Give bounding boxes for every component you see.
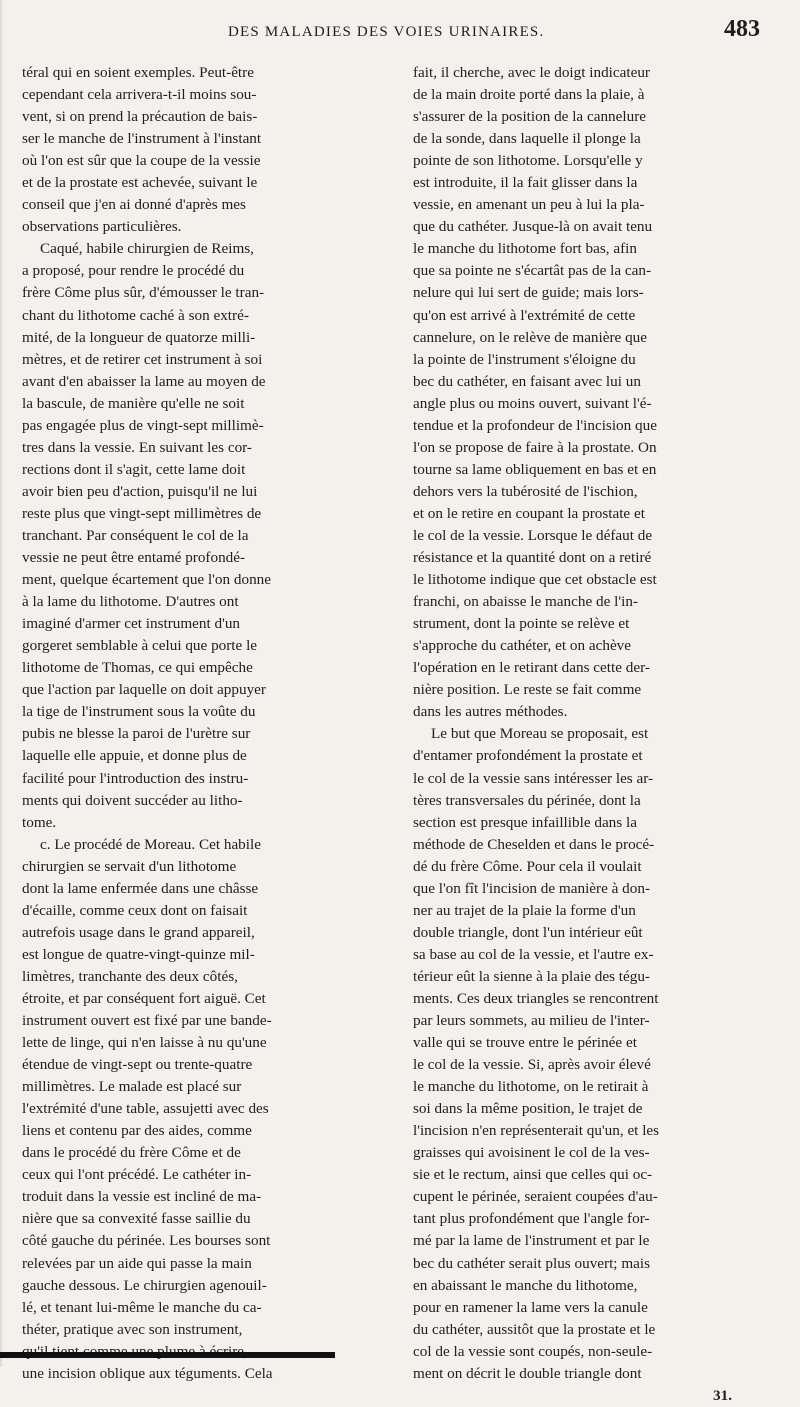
text-line: que l'on fît l'incision de manière à don-	[413, 879, 651, 897]
text-line: que du cathéter. Jusque-là on avait tenu	[413, 218, 653, 236]
text-line: millimètres. Le malade est placé sur	[22, 1078, 242, 1096]
text-line: tant plus profondément que l'angle for-	[413, 1210, 650, 1228]
text-line: sa base au col de la vessie, et l'autre ex-	[413, 945, 654, 963]
text-line: tendue et la profondeur de l'incision que	[413, 416, 657, 434]
text-line: le col de la vessie. Si, après avoir élevé	[413, 1056, 651, 1074]
text-line: nière position. Le reste se fait comme	[413, 681, 642, 699]
text-line: pour en ramener la lame vers la canule	[413, 1298, 648, 1316]
text-line: vessie, en amenant un peu à lui la pla-	[413, 196, 645, 214]
text-line: nelure qui lui sert de guide; mais lors-	[413, 284, 644, 302]
right-text-column	[413, 62, 783, 1404]
text-line: en abaissant le manche du lithotome,	[413, 1276, 638, 1294]
text-line: ment on décrit le double triangle dont	[413, 1364, 642, 1382]
text-line: ment, quelque écartement que l'on donne	[22, 571, 272, 589]
text-line: le col de la vessie. Lorsque le défaut de	[413, 526, 653, 544]
text-line: avoir bien peu d'action, puisqu'il ne lui	[22, 482, 258, 500]
text-line: mité, de la longueur de quatorze milli-	[22, 328, 256, 346]
text-line: tères transversales du périnée, dont la	[413, 791, 641, 809]
text-line: relevées par un aide qui passe la main	[22, 1254, 252, 1272]
text-line: limètres, tranchante des deux côtés,	[22, 967, 238, 985]
text-line: méthode de Cheselden et dans le procé-	[413, 835, 655, 853]
text-line: est introduite, il la fait glisser dans la	[413, 174, 638, 192]
text-line: bec du cathéter, en faisant avec lui un	[413, 372, 641, 390]
text-line: lé, et tenant lui-même le manche du ca-	[22, 1298, 262, 1316]
text-line: soi dans la même position, le trajet de	[413, 1100, 643, 1118]
text-line: cupent le périnée, seraient coupées d'au-	[413, 1188, 658, 1206]
text-line: franchi, on abaisse le manche de l'in-	[413, 593, 638, 611]
page-header	[0, 14, 800, 54]
text-line: strument, dont la pointe se relève et	[413, 615, 630, 633]
bottom-edge-rule	[0, 1352, 335, 1358]
text-line: que l'action par laquelle on doit appuyer	[22, 681, 266, 699]
text-line: tourne sa lame obliquement en bas et en	[413, 460, 657, 478]
signature-mark: 31.	[713, 1386, 732, 1404]
text-line: ceux qui l'ont précédé. Le cathéter in-	[22, 1166, 252, 1184]
text-line: mètres, et de retirer cet instrument à soi	[22, 350, 263, 368]
text-line: la tige de l'instrument sous la voûte du	[22, 703, 256, 721]
text-line: de la main droite porté dans la plaie, à	[413, 86, 645, 104]
text-line: gauche dessous. Le chirurgien agenouil-	[22, 1276, 267, 1294]
text-line: avant d'en abaisser la lame au moyen de	[22, 372, 266, 390]
text-line: s'assurer de la position de la cannelure	[413, 108, 646, 126]
text-line: c. Le procédé de Moreau. Cet habile	[40, 835, 261, 853]
text-line: laquelle elle appuie, et donne plus de	[22, 747, 247, 765]
text-line: d'entamer profondément la prostate et	[413, 747, 643, 765]
text-line: chirurgien se servait d'un lithotome	[22, 857, 237, 875]
text-line: chant du lithotome caché à son extré-	[22, 306, 249, 324]
text-line: graisses qui avoisinent le col de la ves-	[413, 1144, 650, 1162]
text-line: ner au trajet de la plaie la forme d'un	[413, 901, 636, 919]
text-line: dans les autres méthodes.	[413, 703, 568, 721]
text-line: le col de la vessie sans intéresser les ar-	[413, 769, 654, 787]
page-edge-shadow	[0, 0, 3, 1367]
text-line: Caqué, habile chirurgien de Reims,	[40, 240, 254, 258]
text-line: étroite, et par conséquent fort aiguë. Cet	[22, 989, 266, 1007]
text-line: dehors vers la tubérosité de l'ischion,	[413, 482, 638, 500]
text-line: une incision oblique aux téguments. Cela	[22, 1364, 273, 1382]
text-line: et de la prostate est achevée, suivant le	[22, 174, 258, 192]
text-line: vessie ne peut être entamé profondé-	[22, 549, 246, 567]
page-number: 483	[724, 16, 760, 42]
text-line: facilité pour l'introduction des instru-	[22, 769, 249, 787]
text-line: bec du cathéter serait plus ouvert; mais	[413, 1254, 651, 1272]
text-line: frère Côme plus sûr, d'émousser le tran-	[22, 284, 265, 302]
text-line: ments. Ces deux triangles se rencontrent	[413, 989, 659, 1007]
running-head: DES MALADIES DES VOIES URINAIRES.	[228, 24, 545, 40]
text-line: qu'on est arrivé à l'extrémité de cette	[413, 306, 636, 324]
text-line: troduit dans la vessie est incliné de ma-	[22, 1188, 262, 1206]
text-line: col de la vessie sont coupés, non-seule-	[413, 1342, 653, 1360]
text-line: tome.	[22, 813, 57, 831]
text-line: que sa pointe ne s'écartât pas de la can-	[413, 262, 652, 280]
text-line: ser le manche de l'instrument à l'instant	[22, 130, 262, 148]
text-line: l'on se propose de faire à la prostate. On	[413, 438, 657, 456]
text-line: le manche du lithotome, on le retirait à	[413, 1078, 649, 1096]
text-line: du cathéter, aussitôt que la prostate et le	[413, 1320, 656, 1338]
text-line: étendue de vingt-sept ou trente-quatre	[22, 1056, 253, 1074]
text-line: nière que sa convexité fasse saillie du	[22, 1210, 251, 1228]
text-line: par leurs sommets, au milieu de l'inter-	[413, 1012, 650, 1030]
text-line: Le but que Moreau se proposait, est	[431, 725, 649, 743]
text-line: valle qui se trouve entre le périnée et	[413, 1034, 637, 1052]
text-line: fait, il cherche, avec le doigt indicateur	[413, 64, 650, 81]
text-line: reste plus que vingt-sept millimètres de	[22, 504, 262, 522]
text-line: où l'on est sûr que la coupe de la vessie	[22, 152, 261, 170]
text-line: le lithotome indique que cet obstacle est	[413, 571, 657, 589]
text-line: pubis ne blesse la paroi de l'urètre sur	[22, 725, 251, 743]
text-line: double triangle, dont l'un intérieur eût	[413, 923, 643, 941]
text-line: conseil que j'en ai donné d'après mes	[22, 196, 246, 214]
text-line: section est presque infaillible dans la	[413, 813, 637, 831]
text-line: lette de linge, qui n'en laisse à nu qu'une	[22, 1034, 267, 1052]
text-line: autrefois usage dans le grand appareil,	[22, 923, 255, 941]
text-line: est longue de quatre-vingt-quinze mil-	[22, 945, 255, 963]
text-line: térieur eût la sienne à la plaie des tégu-	[413, 967, 650, 985]
text-line: cannelure, on le relève de manière que	[413, 328, 648, 346]
text-line: dé du frère Côme. Pour cela il voulait	[413, 857, 642, 875]
text-line: tranchant. Par conséquent le col de la	[22, 526, 249, 544]
text-line: lithotome de Thomas, ce qui empêche	[22, 659, 253, 677]
text-line: à la lame du lithotome. D'autres ont	[22, 593, 239, 611]
text-line: le manche du lithotome fort bas, afin	[413, 240, 637, 258]
text-line: de la sonde, dans laquelle il plonge la	[413, 130, 641, 148]
text-line: téral qui en soient exemples. Peut-être	[22, 64, 254, 81]
text-line: sie et le rectum, ainsi que celles qui oc-	[413, 1166, 653, 1184]
text-line: d'écaille, comme ceux dont on faisait	[22, 901, 248, 919]
text-line: gorgeret semblable à celui que porte le	[22, 637, 258, 655]
text-line: imaginé d'armer cet instrument d'un	[22, 615, 241, 633]
text-line: et on le retire en coupant la prostate et	[413, 504, 645, 522]
left-text-column	[22, 62, 397, 1385]
text-line: rections dont il s'agit, cette lame doit	[22, 460, 246, 478]
text-line: la pointe de l'instrument s'éloigne du	[413, 350, 636, 368]
text-line: pointe de son lithotome. Lorsqu'elle y	[413, 152, 643, 170]
text-line: l'extrémité d'une table, assujetti avec des	[22, 1100, 269, 1118]
text-line: a proposé, pour rendre le procédé du	[22, 262, 245, 280]
text-line: mé par la lame de l'instrument et par le	[413, 1232, 650, 1250]
text-line: liens et contenu par des aides, comme	[22, 1122, 252, 1140]
text-line: l'opération en le retirant dans cette der-	[413, 659, 650, 677]
text-line: cependant cela arrivera-t-il moins sou-	[22, 86, 257, 104]
text-line: théter, pratique avec son instrument,	[22, 1320, 243, 1338]
text-line: dont la lame enfermée dans une châsse	[22, 879, 259, 897]
text-line: ments qui doivent succéder au litho-	[22, 791, 243, 809]
text-line: s'approche du cathéter, et on achève	[413, 637, 632, 655]
text-line: pas engagée plus de vingt-sept millimè-	[22, 416, 264, 434]
text-line: l'incision n'en représenterait qu'un, et les	[413, 1122, 660, 1140]
text-line: la bascule, de manière qu'elle ne soit	[22, 394, 245, 412]
text-line: côté gauche du périnée. Les bourses sont	[22, 1232, 271, 1250]
text-line: dans le procédé du frère Côme et de	[22, 1144, 241, 1162]
text-line: angle plus ou moins ouvert, suivant l'é-	[413, 394, 652, 412]
text-line: tres dans la vessie. En suivant les cor-	[22, 438, 252, 456]
text-line: vent, si on prend la précaution de bais-	[22, 108, 258, 126]
text-line: résistance et la quantité dont on a retiré	[413, 549, 652, 567]
text-line: observations particulières.	[22, 218, 182, 236]
text-line: instrument ouvert est fixé par une bande-	[22, 1012, 272, 1030]
